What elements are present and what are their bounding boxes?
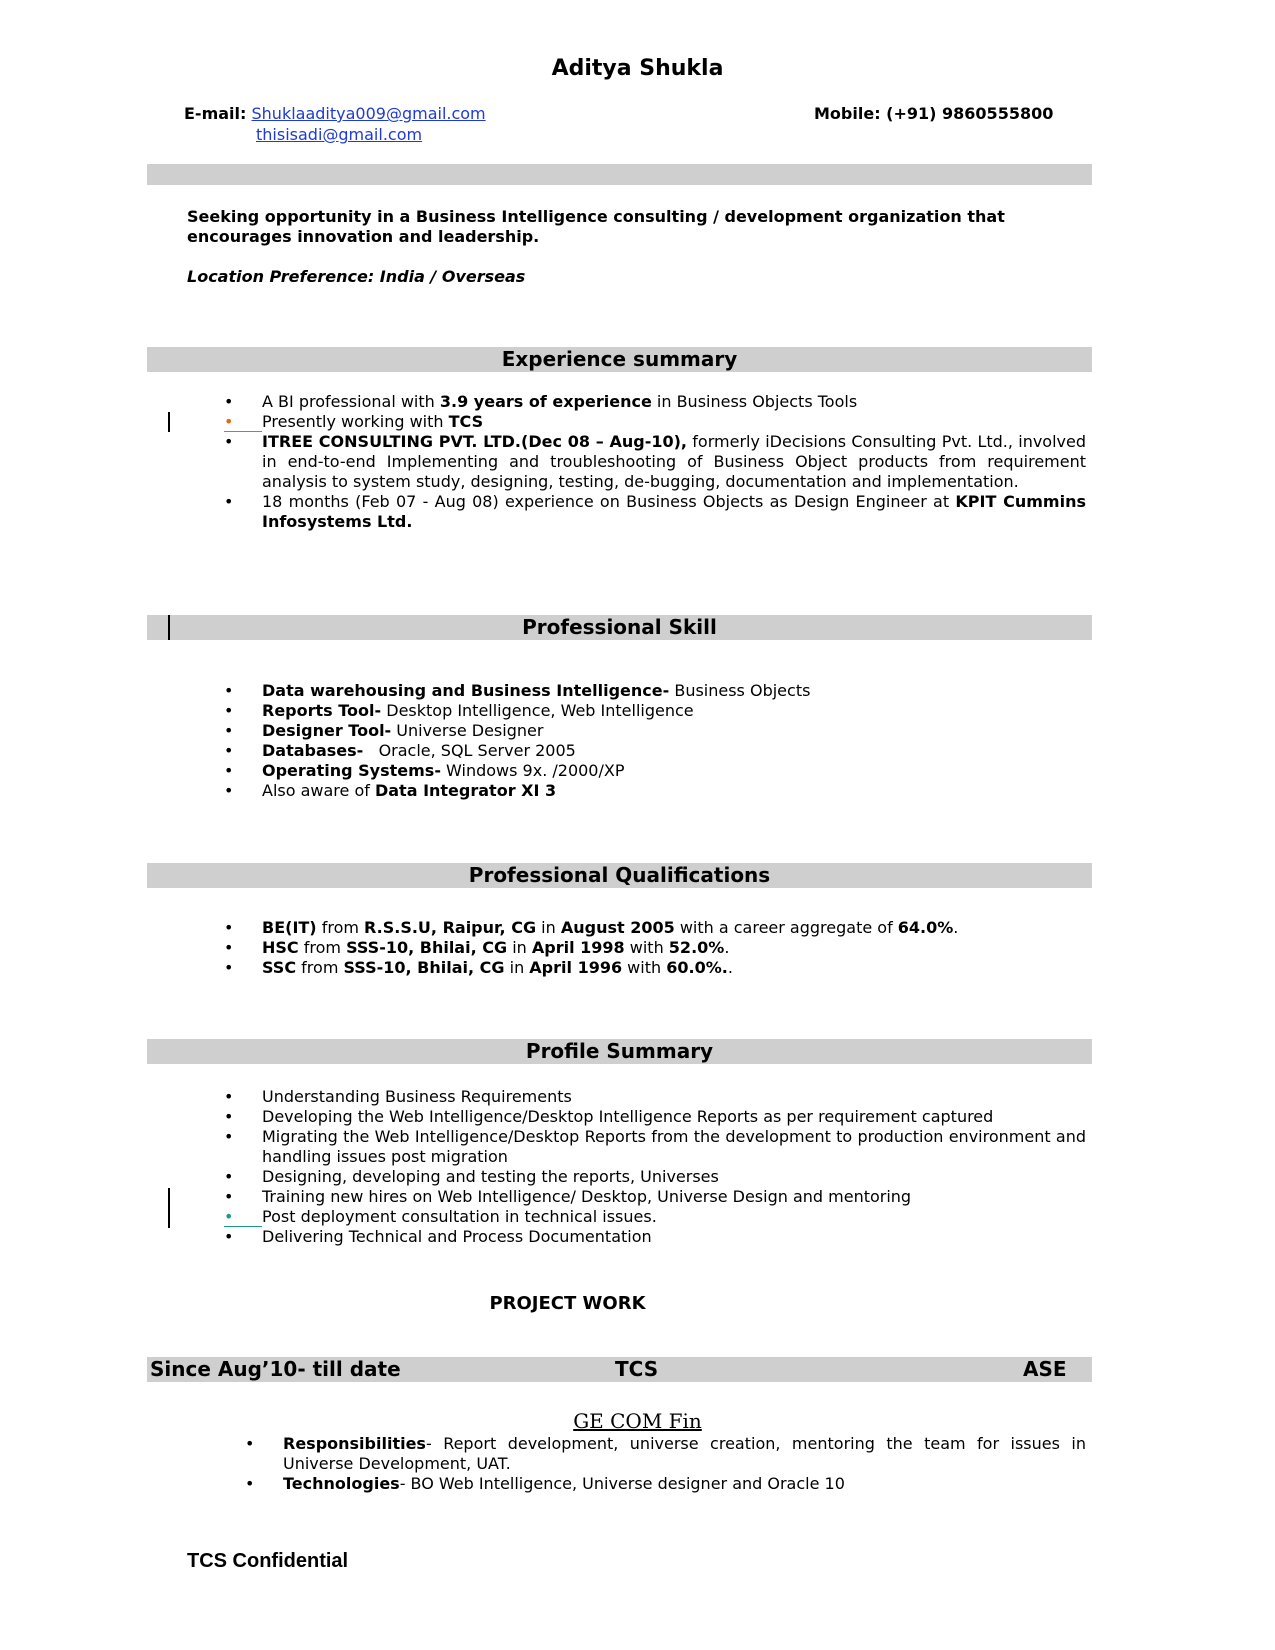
list-item: • Designer Tool- Universe Designer xyxy=(224,721,544,740)
bullet-icon: • xyxy=(224,1187,234,1206)
bullet-icon: • xyxy=(224,781,234,800)
profile-section-band xyxy=(147,1039,1092,1064)
bullet-icon: • xyxy=(224,412,234,431)
list-item: • Delivering Technical and Process Documentation xyxy=(224,1227,652,1246)
email-link-primary[interactable]: Shuklaaditya009@gmail.com xyxy=(251,104,486,123)
bullet-icon: • xyxy=(224,681,234,700)
change-bar xyxy=(168,1188,170,1228)
email-secondary xyxy=(256,125,422,144)
project-details-list xyxy=(245,1434,1086,1494)
list-item: • ITREE CONSULTING PVT. LTD.(Dec 08 – Aug-10), formerly iDecisions Consulting Pvt. Ltd., involved in end-to-end Implementing and troubleshooting of Business Object products from requirement analysis to system study, designing, testing, de-bugging, documentation and implementation. xyxy=(224,432,1087,491)
list-item: • HSC from SSS-10, Bhilai, CG in April 1998 with 52.0%. xyxy=(224,938,730,957)
bullet-icon: • xyxy=(224,432,234,451)
list-item: • Responsibilities- Report development, universe creation, mentoring the team for issues in Universe Development, UAT. xyxy=(245,1434,1086,1473)
profile-section-title: Profile Summary xyxy=(525,1039,714,1063)
project-band xyxy=(147,1357,1092,1382)
change-bar xyxy=(168,615,170,640)
list-item: • Technologies- BO Web Intelligence, Universe designer and Oracle 10 xyxy=(245,1474,845,1493)
list-item: • Developing the Web Intelligence/Desktop Intelligence Reports as per requirement captured xyxy=(224,1107,994,1126)
bullet-icon: • xyxy=(245,1434,255,1453)
qualifications-list xyxy=(224,918,1086,978)
bullet-icon: • xyxy=(224,1167,234,1186)
list-item: • Presently working with TCS xyxy=(224,412,484,431)
profile-list xyxy=(224,1087,1086,1247)
header-divider-band xyxy=(147,164,1092,185)
project-company: TCS xyxy=(615,1357,659,1381)
list-item: • Understanding Business Requirements xyxy=(224,1087,572,1106)
mobile-number: Mobile: (+91) 9860555800 xyxy=(814,104,1054,123)
bullet-icon: • xyxy=(224,958,234,977)
bullet-icon: • xyxy=(224,1087,234,1106)
skills-section-band xyxy=(147,615,1092,640)
experience-list xyxy=(224,392,1087,532)
bullet-icon: • xyxy=(224,918,234,937)
skills-list xyxy=(224,681,1086,801)
bullet-icon: • xyxy=(245,1474,255,1493)
list-item: • Post deployment consultation in technical issues. xyxy=(224,1207,657,1226)
bullet-icon: • xyxy=(224,938,234,957)
bullet-icon: • xyxy=(224,761,234,780)
bullet-icon: • xyxy=(224,392,234,411)
experience-section-title: Experience summary xyxy=(501,347,738,371)
bullet-icon: • xyxy=(224,492,234,511)
objective-line-2: encourages innovation and leadership. xyxy=(187,227,540,246)
list-item: • Also aware of Data Integrator XI 3 xyxy=(224,781,557,800)
list-item: • A BI professional with 3.9 years of experience in Business Objects Tools xyxy=(224,392,858,411)
list-item: • Databases- Oracle, SQL Server 2005 xyxy=(224,741,576,760)
list-item: • Data warehousing and Business Intelligence- Business Objects xyxy=(224,681,811,700)
email-label: E-mail: xyxy=(184,104,247,123)
email-link-secondary[interactable]: thisisadi@gmail.com xyxy=(256,125,423,144)
list-item: • Operating Systems- Windows 9x. /2000/XP xyxy=(224,761,625,780)
list-item: • SSC from SSS-10, Bhilai, CG in April 1996 with 60.0%.. xyxy=(224,958,733,977)
list-item: • 18 months (Feb 07 - Aug 08) experience on Business Objects as Design Engineer at KPIT Cummins Infosystems Ltd. xyxy=(224,492,1087,531)
objective-line-1: Seeking opportunity in a Business Intelligence consulting / development organization that xyxy=(187,207,1005,226)
candidate-name: Aditya Shukla xyxy=(551,56,724,81)
experience-section-band xyxy=(147,347,1092,372)
bullet-icon: • xyxy=(224,721,234,740)
list-item: • Training new hires on Web Intelligence/ Desktop, Universe Design and mentoring xyxy=(224,1187,912,1206)
skills-section-title: Professional Skill xyxy=(522,615,717,639)
list-item: • Migrating the Web Intelligence/Desktop Reports from the development to production environment and handling issues post migration xyxy=(224,1127,1086,1166)
list-item: • BE(IT) from R.S.S.U, Raipur, CG in August 2005 with a career aggregate of 64.0%. xyxy=(224,918,959,937)
objective xyxy=(187,207,1087,247)
list-item: • Reports Tool- Desktop Intelligence, Web Intelligence xyxy=(224,701,694,720)
project-work-heading: PROJECT WORK xyxy=(489,1293,646,1314)
list-item: • Designing, developing and testing the reports, Universes xyxy=(224,1167,719,1186)
bullet-icon: • xyxy=(224,701,234,720)
bullet-icon: • xyxy=(224,1127,234,1146)
email-block xyxy=(184,104,486,123)
qualifications-section-title: Professional Qualifications xyxy=(468,863,771,887)
bullet-icon: • xyxy=(224,741,234,760)
change-bar xyxy=(168,412,170,432)
bullet-icon: • xyxy=(224,1107,234,1126)
location-preference: Location Preference: India / Overseas xyxy=(187,267,526,286)
qualifications-section-band xyxy=(147,863,1092,888)
bullet-icon: • xyxy=(224,1227,234,1246)
bullet-icon: • xyxy=(224,1207,234,1226)
project-name: GE COM Fin xyxy=(573,1409,702,1433)
project-role: ASE xyxy=(1023,1357,1067,1381)
footer-confidential: TCS Confidential xyxy=(187,1550,349,1572)
project-period: Since Aug’10- till date xyxy=(150,1357,401,1381)
